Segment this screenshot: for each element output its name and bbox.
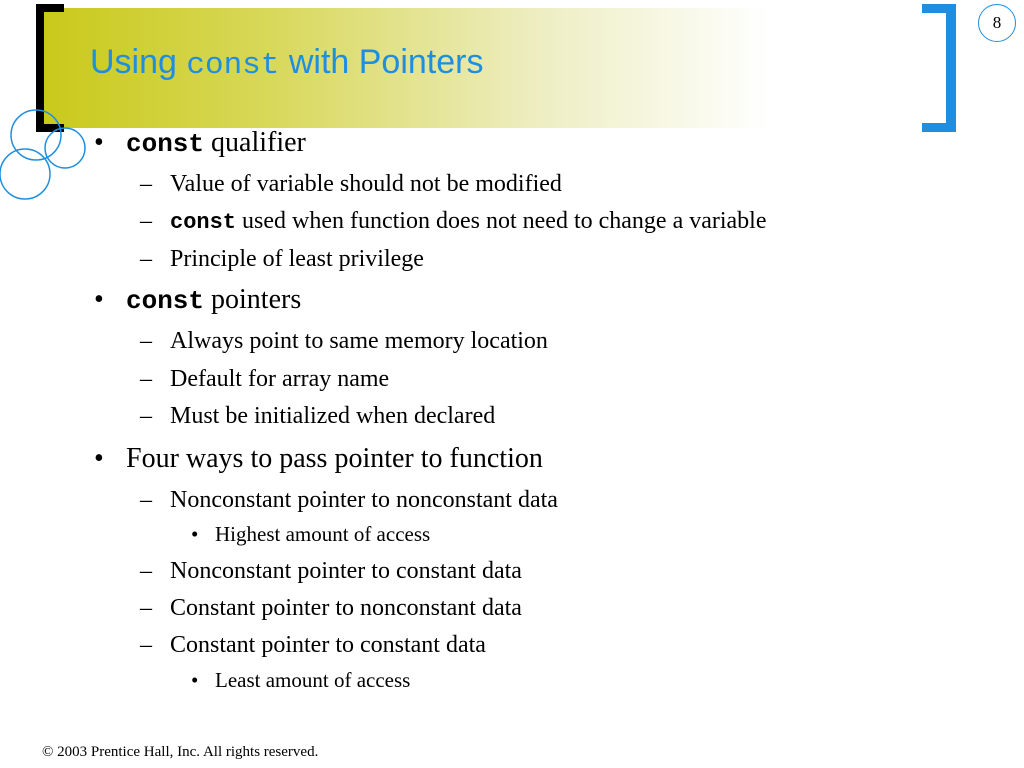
bullet-item [140,366,390,392]
bullet-marker: – [140,328,152,354]
bullet-marker: – [140,632,152,658]
bullet-item [140,595,522,621]
bullet-text: Nonconstant pointer to constant data [170,558,522,584]
bullet-text: used when function does not need to change a variable [236,208,767,234]
bullet-text: Nonconstant pointer to nonconstant data [170,487,558,513]
bullet-text: Value of variable should not be modified [170,171,562,197]
bullet-item [191,668,411,692]
bullet-text: Constant pointer to constant data [170,632,486,658]
title-prefix: Using [90,43,187,81]
code-keyword: const [126,129,205,159]
bullet-item [94,284,302,316]
bullet-marker: – [140,208,152,234]
bullet-text: Default for array name [170,366,390,392]
bullet-item [140,487,558,513]
bullet-marker: • [94,284,104,315]
code-keyword: const [126,286,205,316]
bullet-item [140,208,767,235]
title-code: const [186,48,280,83]
bullet-item [140,558,522,584]
bullet-text: Must be initialized when declared [170,403,496,429]
bullet-marker: – [140,595,152,621]
bullet-item [140,328,548,354]
bullet-text: Principle of least privilege [170,246,424,272]
bullet-text: Four ways to pass pointer to function [126,443,543,474]
bullet-marker: – [140,487,152,513]
bullet-marker: – [140,366,152,392]
bullet-item [191,522,431,546]
bullet-text: Always point to same memory location [170,328,548,354]
bullet-item [94,443,543,474]
bullet-marker: – [140,558,152,584]
bullet-item [140,403,496,429]
bullet-marker: – [140,171,152,197]
bullet-marker: • [191,668,199,692]
copyright-footer: © 2003 Prentice Hall, Inc. All rights reserved. [42,744,319,760]
bullet-text: Constant pointer to nonconstant data [170,595,522,621]
bullet-text: Highest amount of access [215,522,431,546]
bullet-marker: – [140,403,152,429]
bullet-marker: – [140,246,152,272]
bullet-item [94,127,306,159]
bullet-marker: • [191,522,199,546]
bullet-marker: • [94,443,104,474]
bullet-item [140,171,562,197]
slide-number: 8 [992,13,1002,32]
title-suffix: with Pointers [279,43,484,81]
bullet-item [140,632,486,658]
bullet-marker: • [94,127,104,158]
bullet-text: Least amount of access [215,668,411,692]
bullet-text: qualifier [204,127,306,158]
bullet-item [140,246,424,272]
code-keyword: const [170,210,237,235]
bullet-text: pointers [204,284,302,315]
